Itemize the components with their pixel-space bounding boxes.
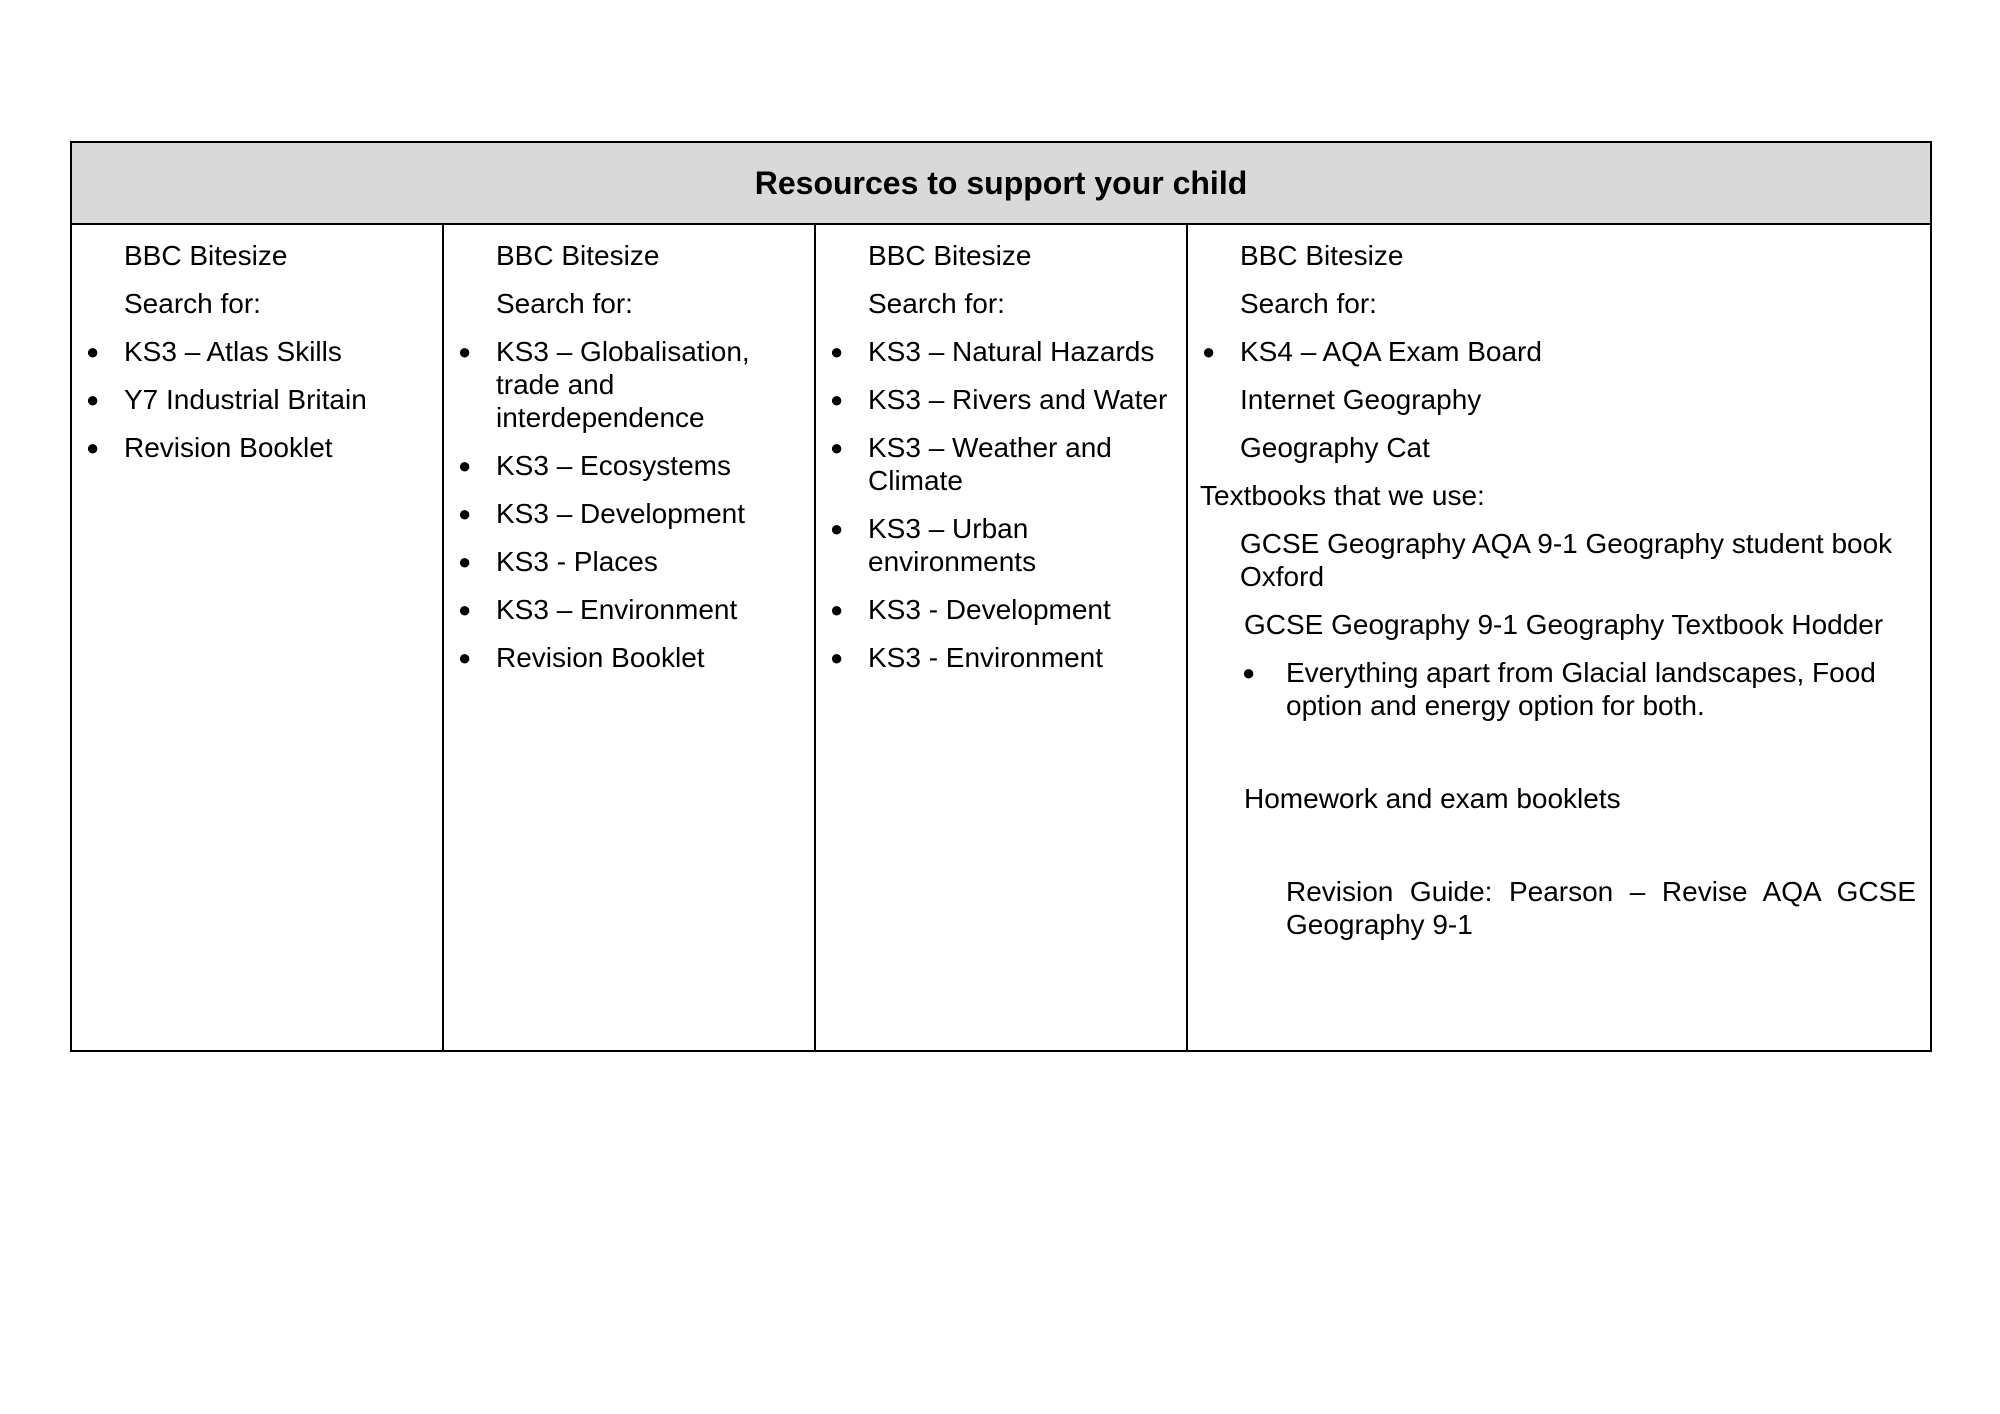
site-internet-geography: Internet Geography <box>1240 384 1482 415</box>
bullet-icon: ● <box>458 549 472 574</box>
column-1 <box>72 225 444 1050</box>
search-list <box>444 335 814 674</box>
search-label: Search for: <box>868 288 1005 319</box>
textbooks-label: Textbooks that we use: <box>1200 480 1485 511</box>
column-4 <box>1188 225 1930 1050</box>
bullet-icon: ● <box>830 516 844 541</box>
list-item: ● Revision Booklet <box>458 642 705 673</box>
bullet-icon: ● <box>830 387 844 412</box>
textbook-oxford: GCSE Geography AQA 9-1 Geography student book Oxford <box>1240 528 1893 592</box>
bullet-icon: ● <box>830 339 844 364</box>
search-list <box>816 335 1186 674</box>
resources-table <box>70 141 1932 1052</box>
column-3 <box>816 225 1188 1050</box>
list-item: ● KS3 – Atlas Skills <box>86 336 342 367</box>
list-item: ● KS3 – Natural Hazards <box>830 336 1155 367</box>
list-item: ● KS3 – Ecosystems <box>458 450 731 481</box>
textbook-hodder: GCSE Geography 9-1 Geography Textbook Hodder <box>1244 609 1884 640</box>
list-item: ● KS3 – Environment <box>458 594 738 625</box>
list-item: ● Revision Booklet <box>86 432 333 463</box>
search-label: Search for: <box>1240 288 1377 319</box>
list-item: ● KS3 - Development <box>830 594 1111 625</box>
source-label: BBC Bitesize <box>496 240 660 271</box>
bullet-icon: ● <box>458 339 472 364</box>
bullet-icon: ● <box>830 645 844 670</box>
table-title: Resources to support your child <box>72 143 1930 225</box>
bullet-icon: ● <box>86 387 100 412</box>
list-item: ● KS4 – AQA Exam Board <box>1202 336 1542 367</box>
source-label: BBC Bitesize <box>1240 240 1404 271</box>
table-body <box>72 225 1930 1050</box>
list-item: ● KS3 – Weather and Climate <box>830 432 1112 496</box>
bullet-icon: ● <box>830 435 844 460</box>
list-item: ● KS3 – Globalisation, trade and interdependence <box>458 336 750 433</box>
list-item: ● KS3 – Development <box>458 498 746 529</box>
bullet-icon: ● <box>830 597 844 622</box>
list-item: ● Everything apart from Glacial landscapes, Food option and energy option for both. <box>1242 657 1876 721</box>
search-list <box>1188 335 1930 368</box>
search-label: Search for: <box>496 288 633 319</box>
bullet-icon: ● <box>458 453 472 478</box>
search-label: Search for: <box>124 288 261 319</box>
bullet-icon: ● <box>86 435 100 460</box>
bullet-icon: ● <box>1242 660 1256 685</box>
list-item: ● KS3 - Environment <box>830 642 1103 673</box>
source-label: BBC Bitesize <box>868 240 1032 271</box>
list-item: ● KS3 – Urban environments <box>830 513 1037 577</box>
bullet-icon: ● <box>458 645 472 670</box>
bullet-icon: ● <box>86 339 100 364</box>
bullet-icon: ● <box>458 597 472 622</box>
bullet-icon: ● <box>1202 339 1216 364</box>
textbook-note-list <box>1188 656 1930 722</box>
bullet-icon: ● <box>458 501 472 526</box>
homework-booklets: Homework and exam booklets <box>1244 783 1621 814</box>
list-item: ● KS3 – Rivers and Water <box>830 384 1168 415</box>
list-item: ● KS3 - Places <box>458 546 658 577</box>
list-item: ● Y7 Industrial Britain <box>86 384 367 415</box>
site-geography-cat: Geography Cat <box>1240 432 1430 463</box>
source-label: BBC Bitesize <box>124 240 288 271</box>
search-list <box>72 335 442 464</box>
column-2 <box>444 225 816 1050</box>
revision-guide: Revision Guide: Pearson – Revise AQA GCSE Geography 9-1 <box>1286 876 1916 940</box>
